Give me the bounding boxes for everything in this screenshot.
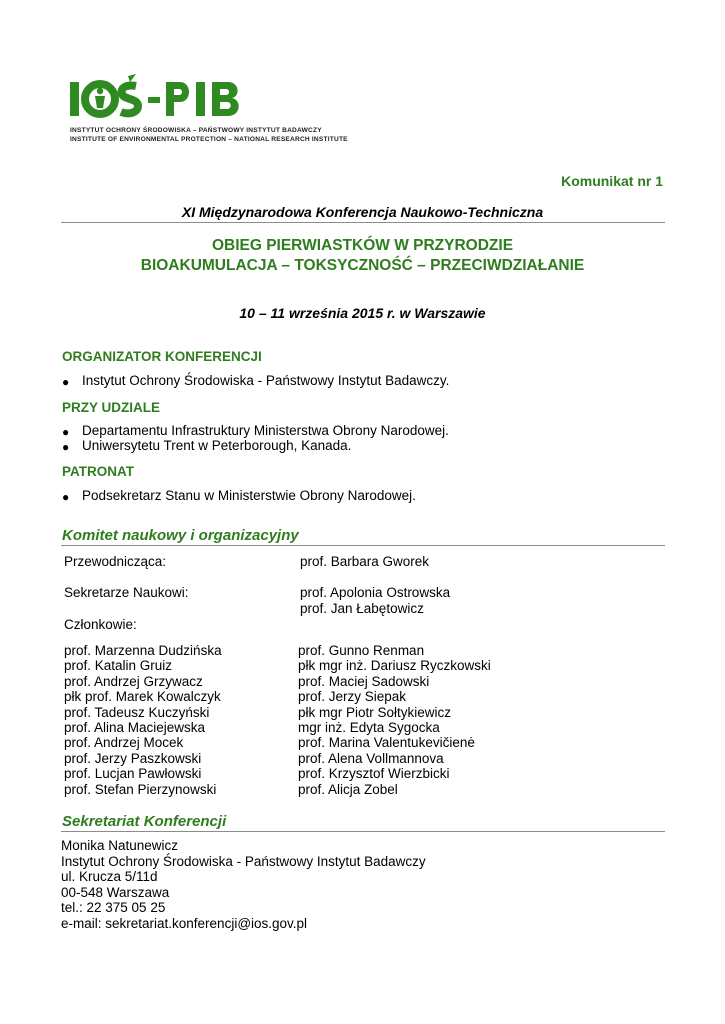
contact-name: Monika Natunewicz (61, 838, 179, 853)
member-name: prof. Marina Valentukevičienė (298, 735, 475, 751)
bullet-icon: ● (62, 375, 70, 389)
logo-line-2: INSTITUTE OF ENVIRONMENTAL PROTECTION – NATIONAL RESEARCH INSTITUTE (70, 136, 348, 143)
divider (61, 545, 665, 546)
members-label: Członkowie: (64, 617, 137, 632)
member-name: płk prof. Marek Kowalczyk (64, 689, 221, 705)
member-name: płk mgr Piotr Sołtykiewicz (298, 704, 452, 720)
divider (61, 831, 665, 832)
member-name: prof. Maciej Sadowski (298, 673, 430, 689)
conference-title: XI Międzynarodowa Konferencja Naukowo-Techniczna (181, 204, 544, 220)
list-item (62, 373, 449, 391)
member-name: prof. Marzenna Dudzińska (64, 643, 222, 658)
contact-phone: tel.: 22 375 05 25 (61, 900, 166, 915)
member-name: prof. Alena Vollmannova (298, 750, 444, 766)
patronage-item: Podsekretarz Stanu w Ministerstwie Obrony Narodowej. (82, 488, 416, 503)
secretariat-contact (61, 838, 426, 931)
member-name: prof. Stefan Pierzynowski (64, 781, 217, 797)
participation-item: Uniwersytetu Trent w Peterborough, Kanada. (82, 438, 352, 453)
member-name: mgr inż. Edyta Sygocka (298, 720, 440, 736)
participation-item: Departamentu Infrastruktury Ministerstwa Obrony Narodowej. (82, 423, 449, 438)
contact-institution: Instytut Ochrony Środowiska - Państwowy Instytut Badawczy (61, 853, 426, 869)
main-title-line-1: OBIEG PIERWIASTKÓW W PRZYRODZIE (211, 237, 514, 254)
patronage-heading: PATRONAT (62, 464, 134, 479)
logo-line-1: INSTYTUT OCHRONY ŚRODOWISKA – PAŃSTWOWY INSTYTUT BADAWCZY (70, 127, 322, 134)
komunikat-label: Komunikat nr 1 (561, 173, 663, 189)
organizer-item: Instytut Ochrony Środowiska - Państwowy Instytut Badawczy. (82, 373, 450, 388)
member-name: prof. Lucjan Pawłowski (64, 766, 202, 782)
members-right-list (298, 643, 491, 797)
member-name: prof. Jerzy Paszkowski (64, 750, 202, 766)
chair-label: Przewodnicząca: (64, 554, 167, 569)
main-title-line-2: BIOAKUMULACJA – TOKSYCZNOŚĆ – PRZECIWDZIAŁANIE (140, 257, 585, 274)
bullet-icon: ● (62, 440, 70, 454)
contact-city: 00-548 Warszawa (61, 884, 170, 900)
logo (66, 74, 348, 146)
chair-name: prof. Barbara Gworek (300, 554, 430, 569)
organizer-heading: ORGANIZATOR KONFERENCJI (62, 349, 262, 364)
divider (61, 222, 665, 223)
secretaries-label: Sekretarze Naukowi: (64, 585, 189, 600)
event-date: 10 – 11 września 2015 r. w Warszawie (239, 305, 486, 321)
member-name: prof. Tadeusz Kuczyński (64, 704, 210, 720)
member-name: płk mgr inż. Dariusz Ryczkowski (298, 658, 491, 674)
bullet-icon: ● (62, 425, 70, 439)
member-name: prof. Jerzy Siepak (298, 689, 407, 705)
member-name: prof. Andrzej Grzywacz (64, 673, 203, 689)
logo-mark (66, 74, 266, 118)
list-item (62, 438, 351, 456)
secretary-name: prof. Jan Łabętowicz (300, 601, 424, 616)
participation-heading: PRZY UDZIALE (62, 400, 161, 415)
member-name: prof. Alicja Zobel (298, 781, 398, 797)
contact-email[interactable]: e-mail: sekretariat.konferencji@ios.gov.pl (61, 915, 308, 931)
member-name: prof. Gunno Renman (298, 643, 425, 658)
contact-street: ul. Krucza 5/11d (61, 869, 158, 884)
member-name: prof. Andrzej Mocek (64, 735, 184, 751)
bullet-icon: ● (62, 490, 70, 504)
member-name: prof. Krzysztof Wierzbicki (298, 766, 450, 782)
members-left-list (64, 643, 222, 797)
secretary-name: prof. Apolonia Ostrowska (300, 585, 451, 600)
member-name: prof. Alina Maciejewska (64, 720, 206, 736)
list-item (62, 488, 416, 506)
member-name: prof. Katalin Gruiz (64, 658, 173, 674)
secretariat-heading: Sekretariat Konferencji (62, 813, 227, 830)
committee-heading: Komitet naukowy i organizacyjny (62, 527, 299, 544)
